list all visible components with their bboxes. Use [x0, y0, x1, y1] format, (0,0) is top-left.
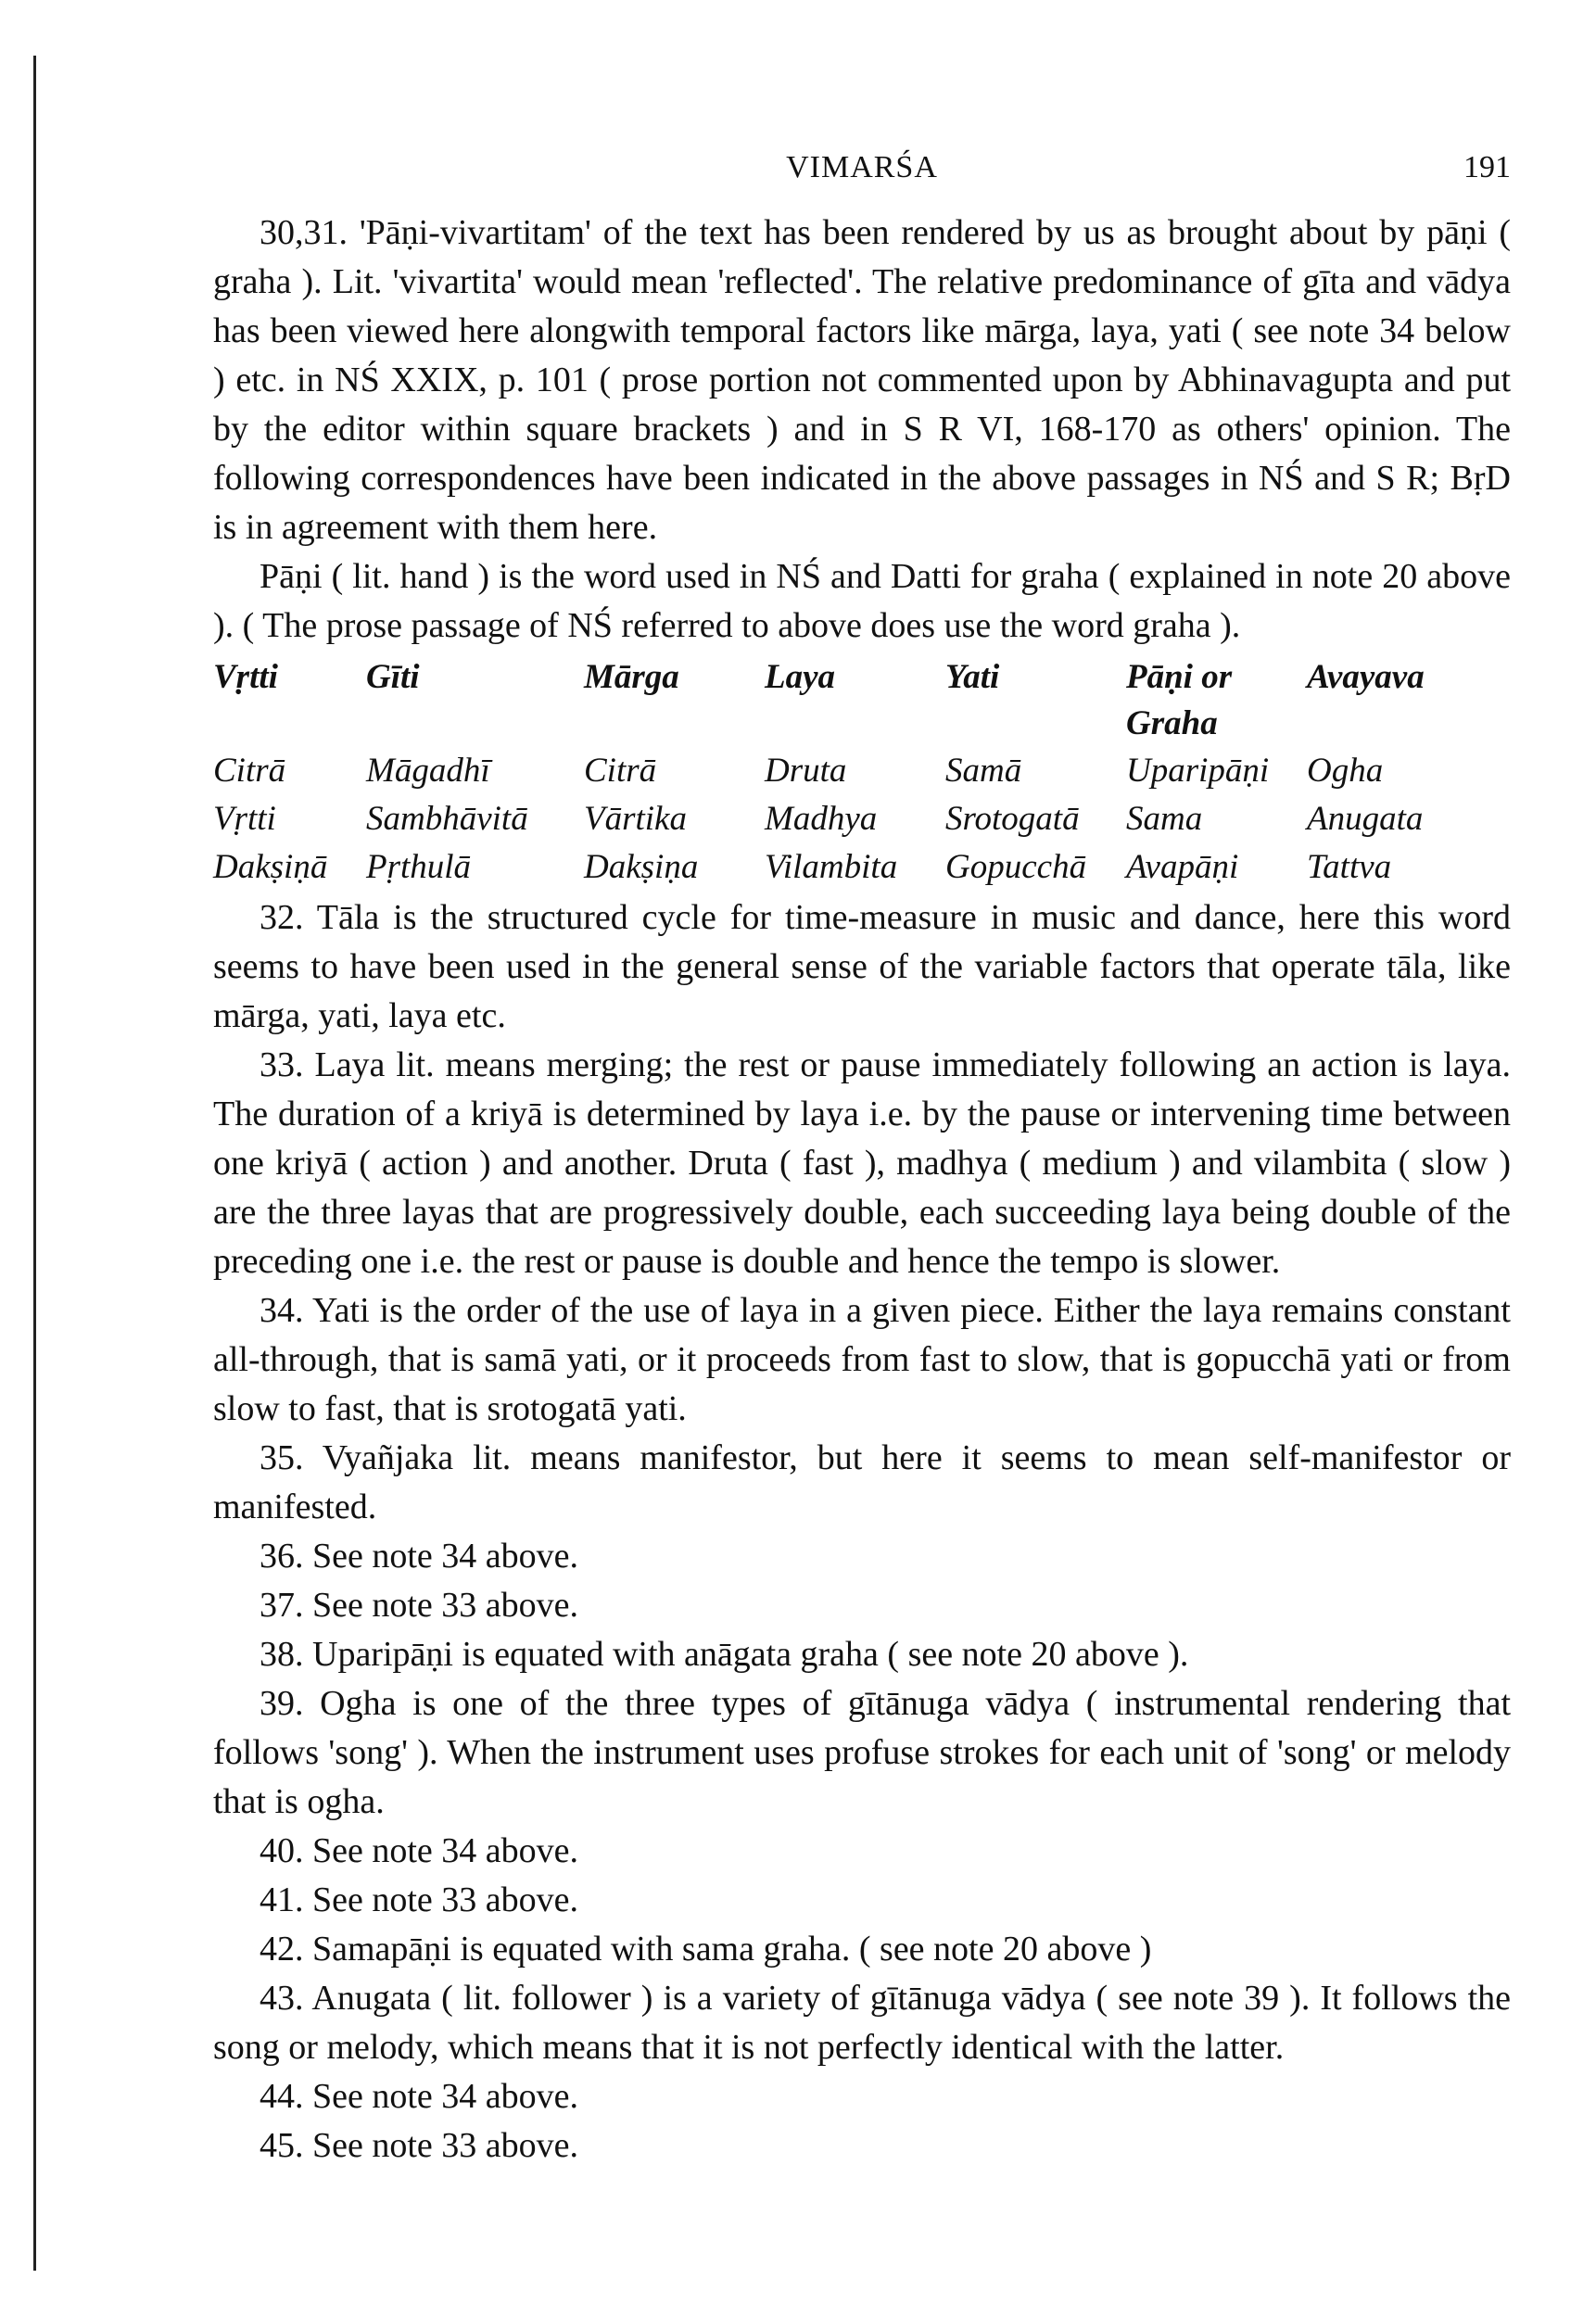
- table-cell: Citrā: [584, 752, 657, 790]
- table-row: [213, 795, 1511, 843]
- pani-paragraph: Pāṇi ( lit. hand ) is the word used in NŚ and Datti for graha ( explained in note 20 above ). ( The prose passage of NŚ referred to above does use the word graha ).: [213, 557, 1511, 645]
- table-cell: Māgadhī: [366, 752, 490, 790]
- table-header-cell: Vṛtti: [213, 658, 278, 696]
- note-40: 40. See note 34 above.: [260, 1831, 579, 1870]
- table-cell: Avapāṇi: [1126, 848, 1239, 886]
- page-edge-rule: [33, 56, 36, 2271]
- note-36: 36. See note 34 above.: [260, 1537, 579, 1576]
- table-cell: Tattva: [1307, 848, 1392, 886]
- note-41: 41. See note 33 above.: [260, 1880, 579, 1919]
- table-cell: Ogha: [1307, 752, 1384, 790]
- table-cell: Anugata: [1307, 800, 1424, 838]
- page-number: 191: [1463, 150, 1511, 184]
- table-cell: Vilambita: [765, 848, 898, 886]
- table-header-cell: Avayava: [1307, 658, 1425, 696]
- note-34: 34. Yati is the order of the use of laya in a given piece. Either the laya remains constant all-through, that is samā yati, or it proceeds from fast to slow, that is gopucchā yati or from slow to fast, that is srotogatā yati.: [213, 1291, 1511, 1428]
- table-header-cell: Laya: [765, 658, 836, 696]
- table-header-row: [213, 654, 1511, 747]
- note-35: 35. Vyañjaka lit. means manifestor, but here it seems to mean self-manifestor or manifested.: [213, 1438, 1511, 1526]
- table-header-cell: Mārga: [584, 658, 679, 696]
- table-cell: Druta: [765, 752, 847, 790]
- note-42: 42. Samapāṇi is equated with sama graha. ( see note 20 above ): [260, 1930, 1152, 1969]
- table-cell: Sama: [1126, 800, 1203, 838]
- note-30-31: 30,31. 'Pāṇi-vivartitam' of the text has been rendered by us as brought about by pāṇi ( graha ). Lit. 'vivartita' would mean 'reflected'. The relative predominance of gīta and vādya has been viewed here alongwith temporal factors like mārga, laya, yati ( see note 34 below ) etc. in NŚ XXIX, p. 101 ( prose portion not commented upon by Abhinavagupta and put by the editor within square brackets ) and in S R VI, 168-170 as others' opinion. The following correspondences have been indicated in the above passages in NŚ and S R; BṛD is in agreement with them here.: [213, 213, 1511, 547]
- table-header-cell: Gīti: [366, 658, 420, 696]
- table-cell: Citrā: [213, 752, 286, 790]
- table-header-cell: Pāṇi or Graha: [1126, 658, 1233, 742]
- table-cell: Gopucchā: [945, 848, 1087, 886]
- note-44: 44. See note 34 above.: [260, 2077, 579, 2116]
- table-cell: Pṛthulā: [366, 848, 472, 886]
- note-43: 43. Anugata ( lit. follower ) is a variety of gītānuga vādya ( see note 39 ). It follows the song or melody, which means that it is not perfectly identical with the latter.: [213, 1979, 1511, 2067]
- table-header-cell: Yati: [945, 658, 1000, 696]
- page-body: [213, 209, 1511, 2171]
- note-39: 39. Ogha is one of the three types of gītānuga vādya ( instrumental rendering that follows 'song' ). When the instrument uses profuse strokes for each unit of 'song' or melody that is ogha.: [213, 1684, 1511, 1821]
- table-cell: Sambhāvitā: [366, 800, 528, 838]
- table-cell: Madhya: [765, 800, 878, 838]
- note-33: 33. Laya lit. means merging; the rest or pause immediately following an action is laya. The duration of a kriyā is determined by laya i.e. by the pause or intervening time between one kriyā ( action ) and another. Druta ( fast ), madhya ( medium ) and vilambita ( slow ) are the three layas that are progressively double, each succeeding laya being double of the preceding one i.e. the rest or pause is double and hence the tempo is slower.: [213, 1045, 1511, 1281]
- table-cell: Dakṣiṇā: [213, 848, 328, 886]
- table-cell: Uparipāṇi: [1126, 752, 1270, 790]
- note-32: 32. Tāla is the structured cycle for time-measure in music and dance, here this word seems to have been used in the general sense of the variable factors that operate tāla, like mārga, yati, laya etc.: [213, 898, 1511, 1035]
- note-45: 45. See note 33 above.: [260, 2126, 579, 2165]
- table-cell: Vṛtti: [213, 800, 276, 838]
- running-title: VIMARŚA: [786, 150, 938, 184]
- table-cell: Samā: [945, 752, 1022, 790]
- running-header: [213, 150, 1511, 187]
- note-38: 38. Uparipāṇi is equated with anāgata graha ( see note 20 above ).: [260, 1635, 1189, 1674]
- table-row: [213, 843, 1511, 892]
- table-cell: Vārtika: [584, 800, 687, 838]
- table-row: [213, 747, 1511, 795]
- note-37: 37. See note 33 above.: [260, 1586, 579, 1625]
- correspondence-table: [213, 654, 1511, 892]
- table-cell: Srotogatā: [945, 800, 1080, 838]
- table-cell: Dakṣiṇa: [584, 848, 699, 886]
